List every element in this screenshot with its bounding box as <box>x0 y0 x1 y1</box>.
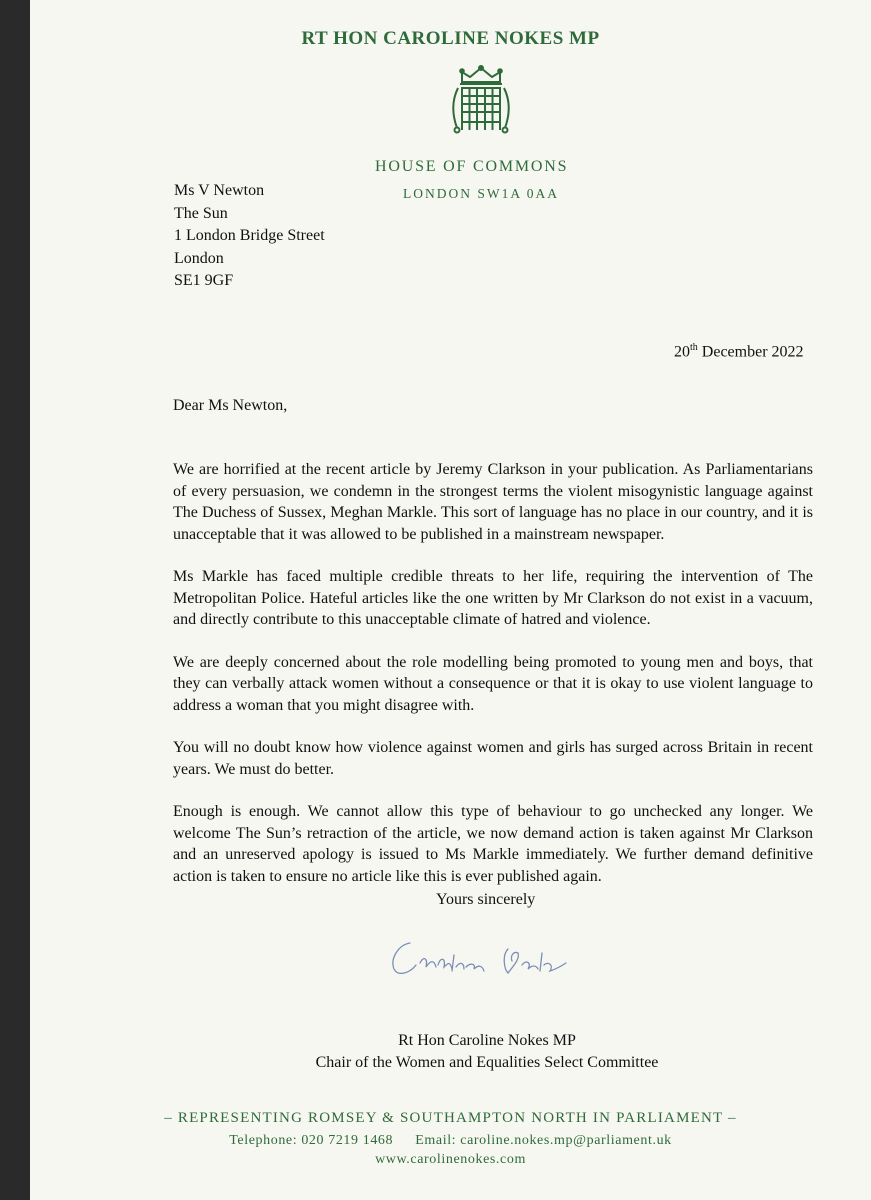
recipient-line: Ms V Newton <box>174 182 265 199</box>
footer-email: Email: caroline.nokes.mp@parliament.uk <box>415 1133 672 1148</box>
letter-body <box>173 459 813 908</box>
portcullis-icon <box>448 64 514 142</box>
signer-title: Chair of the Women and Equalities Select Committee <box>315 1054 659 1071</box>
letterhead-address: LONDON SW1A 0AA <box>403 186 559 201</box>
body-paragraph: Ms Markle has faced multiple credible threats to her life, requiring the intervention of The Metropolitan Police. Hateful articles like the one written by Mr Clarkson do not exist in a vacuum, and directly contribute to this unacceptable climate of hatred and violence. <box>173 568 813 628</box>
body-paragraph: Enough is enough. We cannot allow this type of behaviour to go unchecked any longer. We welcome The Sun’s retraction of the article, we now demand action is taken against Mr Clarkson and an unreserved apology is issued to Ms Markle immediately. We further demand definitive action is taken to ensure no article like this is ever published again. <box>173 803 813 885</box>
recipient-line: 1 London Bridge Street <box>174 227 325 244</box>
letterhead-name: RT HON CAROLINE NOKES MP <box>301 28 600 49</box>
signer-name: Rt Hon Caroline Nokes MP <box>398 1032 576 1049</box>
handwritten-signature <box>380 925 580 985</box>
footer-representing: – REPRESENTING ROMSEY & SOUTHAMPTON NORTH IN PARLIAMENT – <box>164 1110 737 1126</box>
letter-date <box>674 342 804 361</box>
letter-page <box>30 0 871 1200</box>
footer-contact <box>30 1133 871 1149</box>
signer-block <box>302 1030 672 1074</box>
recipient-line: The Sun <box>174 204 228 222</box>
recipient-line: SE1 9GF <box>174 272 234 289</box>
recipient-address <box>174 180 325 293</box>
footer-website: www.carolinenokes.com <box>375 1152 526 1167</box>
closing: Yours sincerely <box>436 891 536 908</box>
salutation: Dear Ms Newton, <box>173 397 288 414</box>
date-rest: December 2022 <box>697 343 804 361</box>
letterhead-institution: HOUSE OF COMMONS <box>375 158 569 175</box>
date-day: 20 <box>674 343 690 361</box>
body-paragraph: We are deeply concerned about the role modelling being promoted to young men and boys, that they can verbally attack women without a consequence or that it is okay to use violent language to address a woman that you might disagree with. <box>173 653 813 714</box>
body-paragraph: You will no doubt know how violence against women and girls has surged across Britain in recent years. We must do better. <box>173 739 813 778</box>
date-suffix: th <box>690 342 698 353</box>
recipient-line: London <box>174 249 224 267</box>
body-paragraph: We are horrified at the recent article by Jeremy Clarkson in your publication. As Parliamentarians of every persuasion, we condemn in the strongest terms the violent misogynistic language against The Duchess of Sussex, Meghan Markle. This sort of language has no place in our country, and it is unacceptable that it was allowed to be published in a mainstream newspaper. <box>173 461 813 543</box>
footer-telephone: Telephone: 020 7219 1468 <box>229 1133 394 1148</box>
